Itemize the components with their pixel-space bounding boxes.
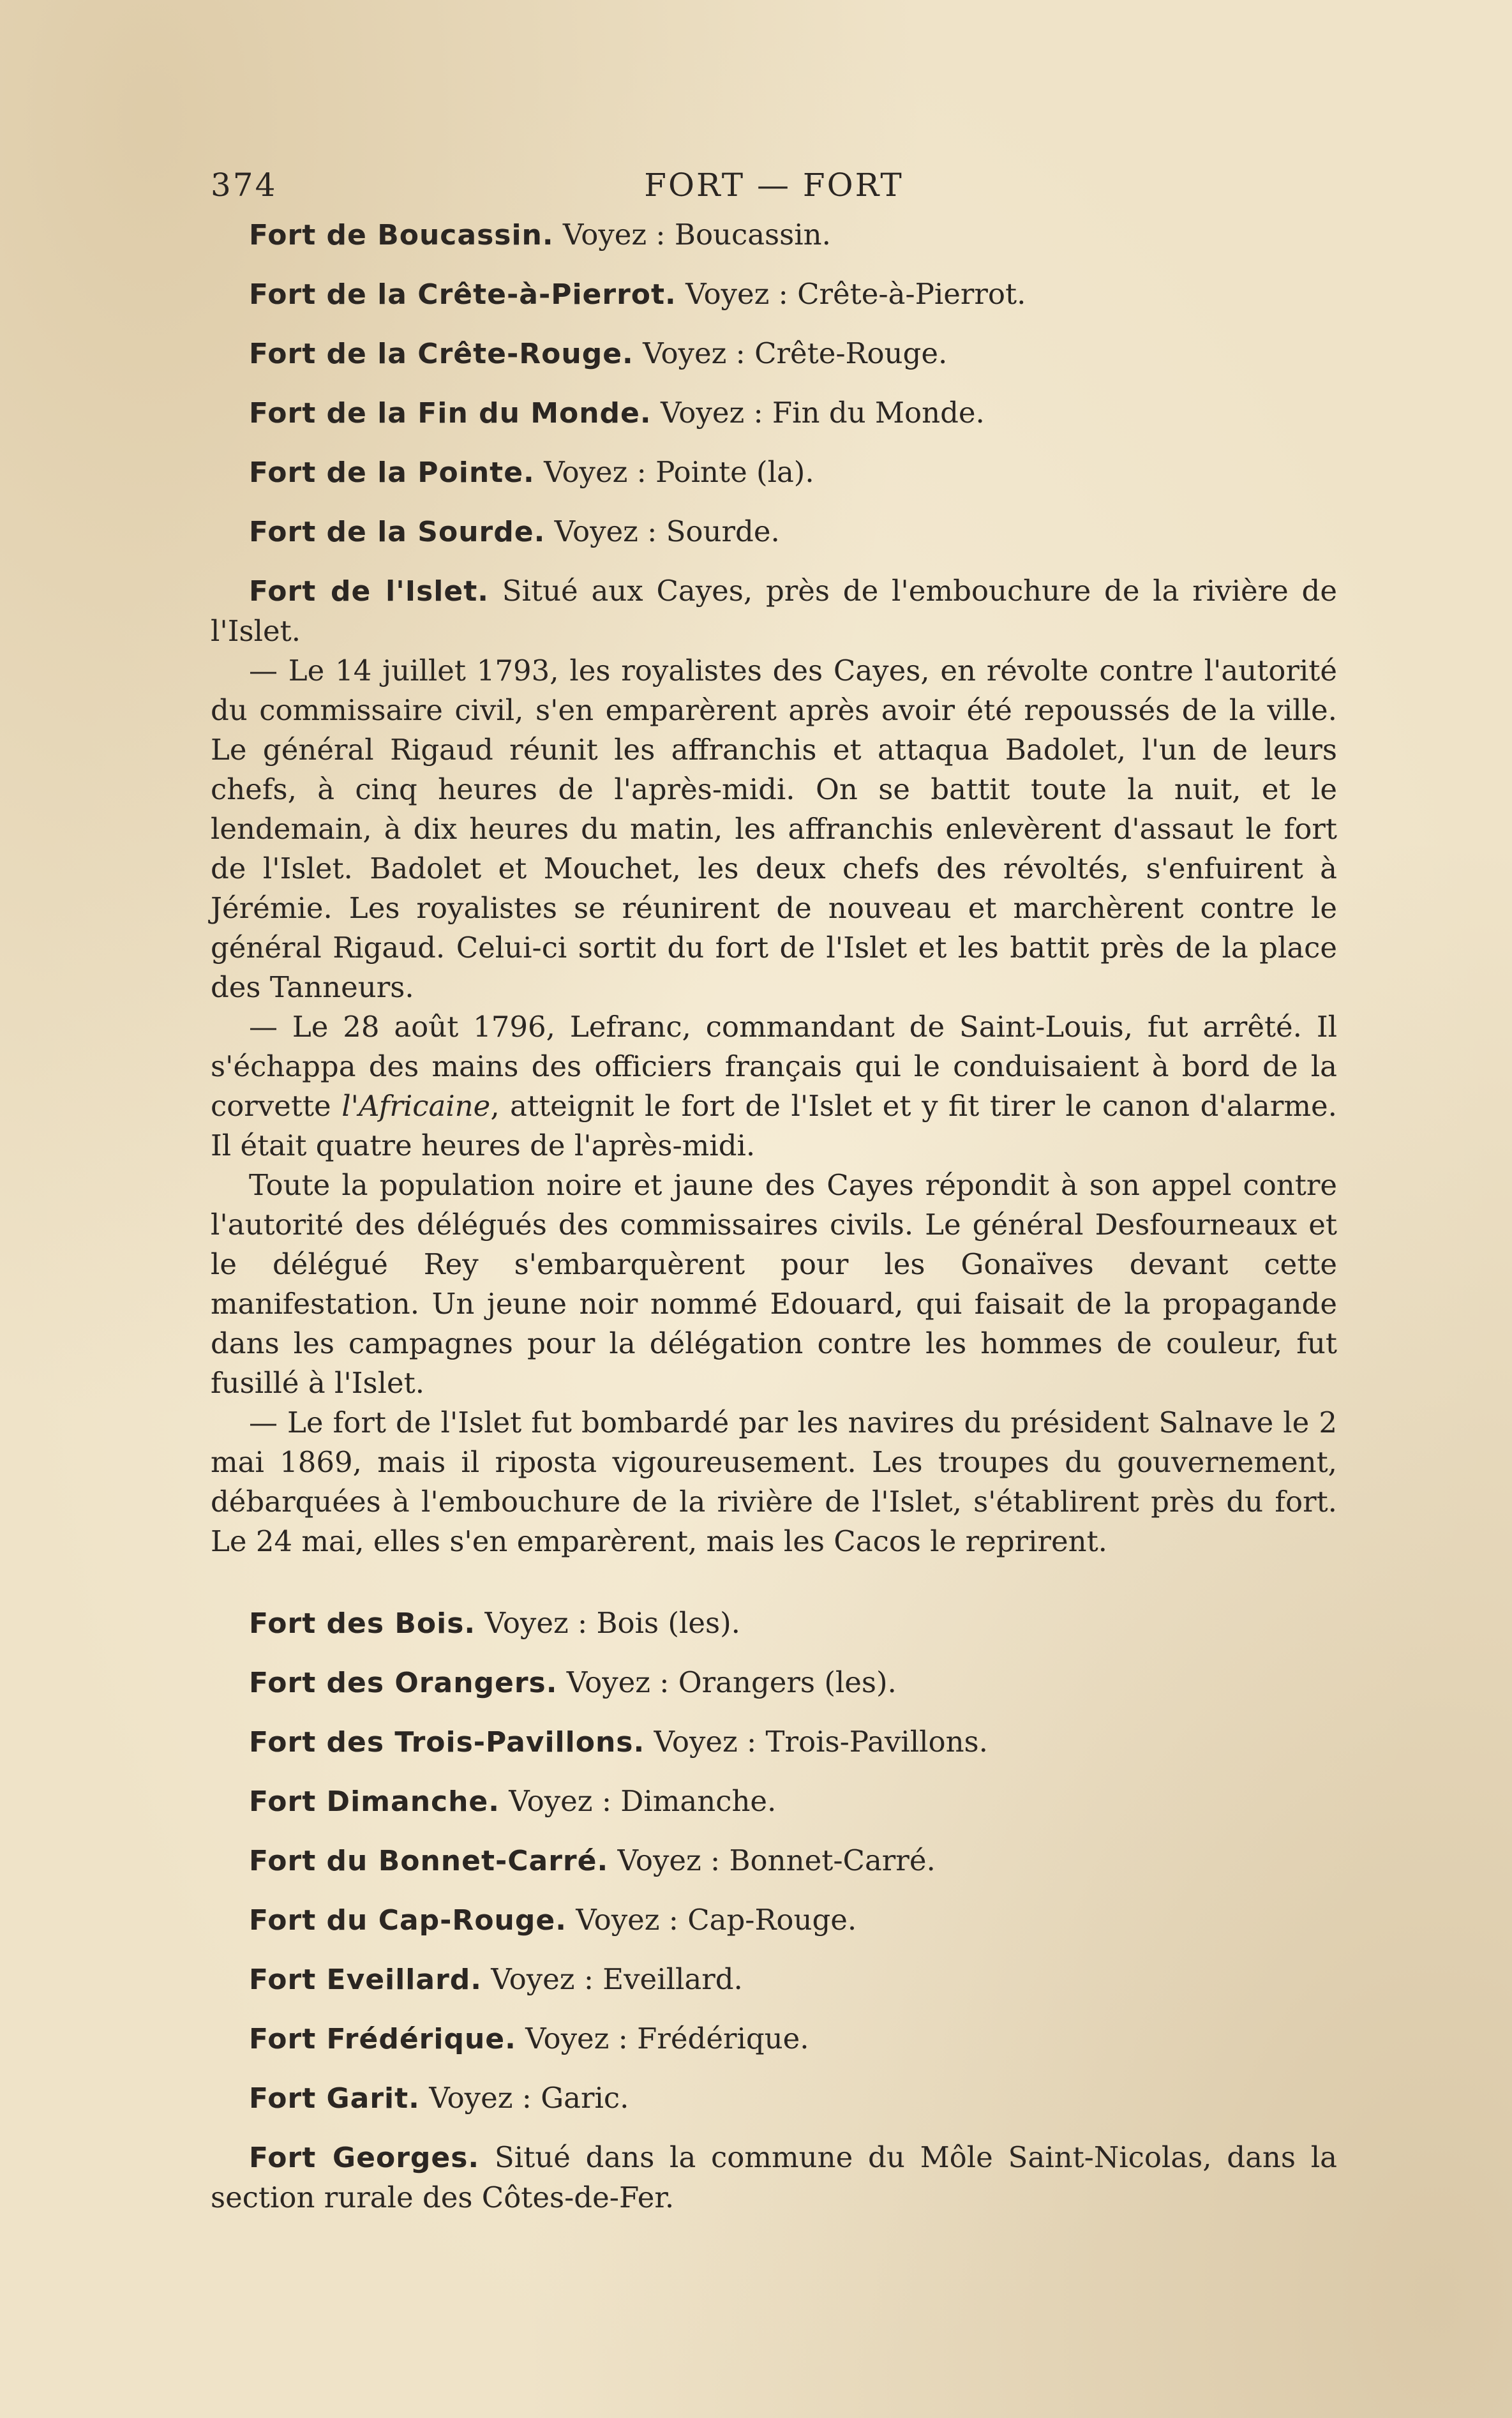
entry-headword: Fort Georges. [249,2142,480,2174]
entry-headword: Fort de la Pointe. [249,456,535,489]
islet-paragraph-population: Toute la population noire et jaune des Cayes répondit à son appel contre l'autorité des délégués des commissaires civils. Le général Desfourneaux et le délégué Rey s'embarquèrent pour les Gonaïves devant cette manifestation. Un jeune noir nommé Edouard, qui faisait de la propagande dans les campagnes pour la délégation contre les hommes de couleur, fut fusillé à l'Islet. [211,1168,1337,1400]
entry-crossref: Voyez : Bonnet-Carré. [617,1844,936,1877]
entry-headword: Fort de l'Islet. [249,575,489,608]
entry-frederique [211,2019,1337,2059]
entry-headword: Fort du Bonnet-Carré. [249,1845,609,1877]
entry-headword: Fort de la Sourde. [249,516,546,548]
paragraph-text: — Le 28 août 1796, Lefranc, commandant de Saint-Louis, fut arrêté. Il s'échappa des mains des officiers français qui le conduisaient à bord de la corvette [211,1010,1337,1123]
entry-headword: Fort de la Crête-Rouge. [249,338,634,370]
entry-islet [211,571,1337,651]
entry-headword: Fort de la Fin du Monde. [249,397,652,430]
entry-crete-a-pierrot [211,274,1337,315]
entry-garit [211,2078,1337,2119]
entry-crossref: Voyez : Eveillard. [491,1962,743,1996]
entry-bonnet-carre [211,1841,1337,1881]
islet-paragraph-1793: — Le 14 juillet 1793, les royalistes des Cayes, en révolte contre l'autorité du commissaire civil, s'en emparèrent après avoir été repoussés de la ville. Le général Rigaud réunit les affranchis et attaqua Badolet, l'un de leurs chefs, à cinq heures de l'après-midi. On se battit toute la nuit, et le lendemain, à dix heures du matin, les affranchis enlevèrent d'assaut le fort de l'Islet. Badolet et Mouchet, les deux chefs des révoltés, s'enfuirent à Jérémie. Les royalistes se réunirent de nouveau et marchèrent contre le général Rigaud. Celui-ci sortit du fort de l'Islet et les battit près de la place des Tanneurs. [211,654,1337,1004]
entry-crossref: Voyez : Cap-Rouge. [576,1903,857,1937]
entry-headword: Fort Eveillard. [249,1964,482,1996]
entry-sourde [211,512,1337,552]
islet-paragraph-1796 [211,1007,1337,1166]
entry-crossref: Voyez : Crête-à-Pierrot. [685,277,1026,311]
entry-intro: Situé aux Cayes, près de l'embouchure de la rivière de l'Islet. [211,574,1337,648]
entry-headword: Fort Garit. [249,2082,420,2115]
entry-headword: Fort des Orangers. [249,1667,558,1699]
entry-crossref: Voyez : Dimanche. [509,1784,777,1818]
entry-pointe [211,453,1337,493]
page-number: 374 [211,167,278,204]
running-title: FORT — FORT [644,167,904,204]
entry-crossref: Voyez : Bois (les). [484,1606,740,1640]
entry-crossref: Voyez : Crête-Rouge. [643,336,948,370]
running-head [211,163,1337,207]
entry-crossref: Voyez : Boucassin. [562,218,831,252]
paragraph-text: , atteignit le fort de l'Islet et y fit tirer le canon d'alarme. Il était quatre heures de l'après-midi. [211,1089,1337,1162]
entry-headword: Fort Frédérique. [249,2023,516,2055]
entry-crete-rouge [211,334,1337,374]
entry-headword: Fort du Cap-Rouge. [249,1904,567,1937]
entry-headword: Fort Dimanche. [249,1785,500,1818]
entry-boucassin [211,215,1337,255]
entry-trois-pavillons [211,1722,1337,1762]
entry-dimanche [211,1782,1337,1822]
entry-crossref: Voyez : Garic. [429,2081,629,2115]
entry-headword: Fort des Bois. [249,1607,476,1640]
entry-crossref: Voyez : Orangers (les). [566,1665,897,1699]
entry-crossref: Voyez : Frédérique. [525,2022,809,2055]
book-page [211,163,1337,2269]
entry-headword: Fort des Trois-Pavillons. [249,1726,645,1759]
entry-cap-rouge [211,1900,1337,1941]
entry-orangers [211,1663,1337,1703]
entry-crossref: Voyez : Fin du Monde. [660,396,985,430]
entry-bois [211,1603,1337,1644]
entry-eveillard [211,1960,1337,2000]
entry-crossref: Voyez : Pointe (la). [544,455,814,489]
entry-headword: Fort de Boucassin. [249,219,554,252]
entry-georges [211,2138,1337,2218]
entry-crossref: Voyez : Sourde. [554,514,780,548]
entry-crossref: Voyez : Trois-Pavillons. [654,1725,988,1759]
islet-paragraph-1869: — Le fort de l'Islet fut bombardé par les navires du président Salnave le 2 mai 1869, mais il riposta vigoureusement. Les troupes du gouvernement, débarquées à l'embouchure de la rivière de l'Islet, s'établirent près du fort. Le 24 mai, elles s'en emparèrent, mais les Cacos le reprirent. [211,1406,1337,1558]
entry-headword: Fort de la Crête-à-Pierrot. [249,278,677,311]
entry-text: Situé dans la commune du Môle Saint-Nicolas, dans la section rurale des Côtes-de-Fer. [211,2140,1337,2214]
entry-fin-du-monde [211,393,1337,433]
ship-name: l'Africaine [341,1089,491,1123]
